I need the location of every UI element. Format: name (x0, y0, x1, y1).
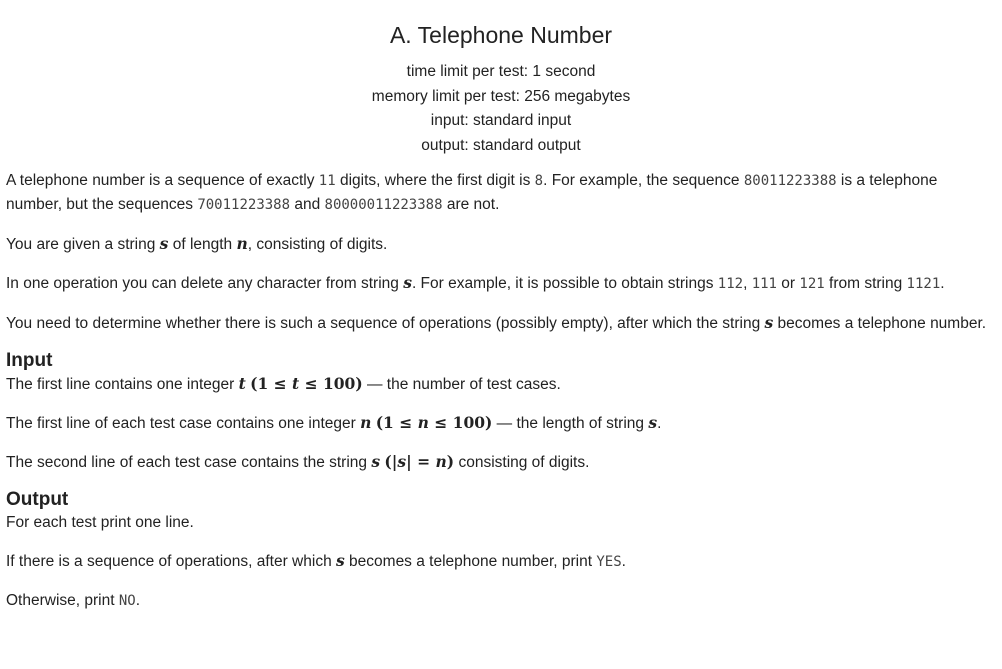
math: ≤ 100) (299, 374, 363, 393)
text: are not. (442, 196, 500, 213)
code: 111 (751, 276, 777, 292)
code: YES (596, 554, 622, 570)
text: . (621, 553, 626, 570)
text: of length (168, 236, 237, 253)
text: Otherwise, print (6, 592, 119, 609)
input-section-title: Input (6, 350, 53, 371)
output-paragraph-1 (6, 511, 992, 534)
text: In one operation you can delete any character from string (6, 275, 404, 292)
math-var: n (360, 413, 372, 432)
text: — the length of string (492, 415, 649, 432)
input-paragraph-2 (6, 411, 992, 435)
math-var: s (336, 551, 345, 570)
code: 80000011223388 (324, 197, 443, 213)
text: digits, where the first digit is (335, 172, 535, 189)
math-var: n (417, 413, 429, 432)
input-file: input: standard input (430, 112, 572, 129)
math-var: n (236, 234, 248, 253)
statement-paragraph-2 (6, 232, 992, 256)
text: . (135, 592, 141, 609)
text: — the number of test cases. (362, 376, 561, 393)
statement-paragraph-4 (6, 311, 992, 335)
text: , consisting of digits. (247, 236, 388, 253)
text: . For example, it is possible to obtain strings (411, 275, 718, 292)
math: | = (406, 452, 436, 471)
time-limit: time limit per test: 1 second (406, 63, 596, 80)
text: For each test print one line. (6, 514, 194, 531)
text: from string (824, 275, 907, 292)
input-paragraph-1 (6, 372, 992, 396)
code: 112 (717, 276, 744, 292)
code: NO (118, 593, 136, 609)
text: consisting of digits. (454, 454, 590, 471)
math: ) (446, 452, 455, 471)
math-var: n (435, 452, 447, 471)
problem-title: A. Telephone Number (389, 22, 613, 48)
output-paragraph-2 (6, 549, 992, 574)
text: You are given a string (6, 236, 160, 253)
code: 1121 (906, 276, 941, 292)
math-var: s (159, 234, 169, 253)
text: The first line contains one integer (6, 376, 239, 393)
text: The second line of each test case contains the string (6, 454, 372, 471)
math: ≤ 100) (428, 413, 493, 432)
code: 70011223388 (197, 197, 291, 213)
text: , (743, 275, 752, 292)
math-var: t (238, 374, 246, 393)
math: (1 ≤ (375, 413, 418, 432)
code: 8 (534, 173, 544, 189)
text: and (290, 196, 325, 213)
text: becomes a telephone number. (773, 315, 987, 332)
code: 11 (318, 173, 336, 189)
text: . For example, the sequence (543, 172, 744, 189)
code: 80011223388 (743, 173, 837, 189)
statement-paragraph-3 (6, 271, 992, 296)
text: A telephone number is a sequence of exactly (6, 172, 319, 189)
math: (1 ≤ (250, 374, 293, 393)
text: The first line of each test case contains one integer (6, 415, 361, 432)
output-section-title: Output (6, 489, 69, 510)
text: is a telephone number, but the sequences (6, 172, 938, 213)
math-var: s (764, 313, 774, 332)
output-section (6, 489, 992, 613)
input-paragraph-3 (6, 450, 992, 474)
text: becomes a telephone number, print (344, 553, 597, 570)
text: . (940, 275, 945, 292)
problem-statement (0, 169, 1002, 613)
code: 121 (799, 276, 825, 292)
problem-header (0, 0, 1002, 158)
text: You need to determine whether there is such a sequence of operations (possibly empty), after which the string (6, 315, 765, 332)
output-paragraph-3 (6, 589, 992, 613)
text: . (657, 415, 662, 432)
input-section (6, 350, 992, 474)
text: If there is a sequence of operations, after which (6, 553, 336, 570)
math-var: t (292, 374, 300, 393)
output-file: output: standard output (421, 136, 581, 154)
memory-limit: memory limit per test: 256 megabytes (371, 87, 631, 105)
math-var: s (648, 413, 658, 432)
math: (| (384, 452, 398, 471)
math-var: s (371, 452, 381, 471)
statement-paragraph-1 (6, 169, 992, 217)
math-var: s (403, 273, 412, 292)
text: or (777, 275, 800, 292)
math-var: s (397, 452, 407, 471)
